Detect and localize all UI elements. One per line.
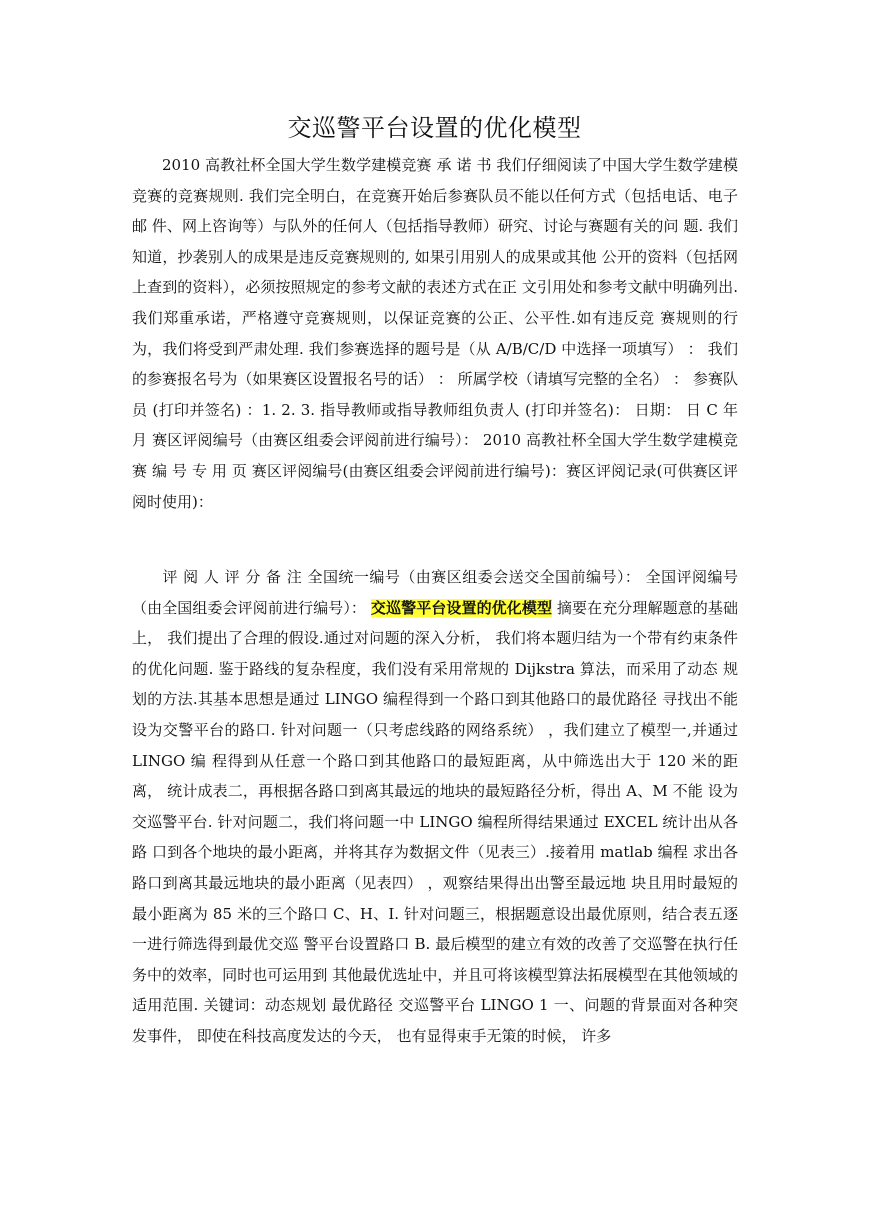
paragraph-commitment bbox=[132, 150, 738, 517]
paragraph-abstract-rest: 摘要在充分理解题意的基础上， 我们提出了合理的假设.通过对问题的深入分析， 我们将本题归结为一个带有约束条件的优化问题. 鉴于路线的复杂程度，我们没有采用常规的 Dijkstra 算法，而采用了动态 规划的方法.其基本思想是通过 LINGO 编程得到一个路口到其他路口的最优路径 寻找出不能设为交警平台的路口. 针对问题一（只考虑线路的网络系统） ，我们建立了模型一,并通过 LINGO 编 程得到从任意一个路口到其他路口的最短距离，从中筛选出大于 120 米的距离， 统计成表二，再根据各路口到离其最远的地块的最短路径分析，得出 A、M 不能 设为交巡警平台. 针对问题二，我们将问题一中 LINGO 编程所得结果通过 EXCEL 统计出从各路 口到各个地块的最小距离，并将其存为数据文件（见表三）.接着用 matlab 编程 求出各路口到离其最远地块的最小距离（见表四） ，观察结果得出出警至最远地 块且用时最短的最小距离为 85 米的三个路口 C、H、I. 针对问题三，根据题意设出最优原则，结合表五逐一进行筛选得到最优交巡 警平台设置路口 B. 最后模型的建立有效的改善了交巡警在执行任务中的效率，同时也可运用到 其他最优选址中，并且可将该模型算法拓展模型在其他领域的适用范围. 关键词：动态规划 最优路径 交巡警平台 LINGO 1 一、问题的背景面对各种突发事件， 即使在科技高度发达的今天， 也有显得束手无策的时候， 许多 bbox=[132, 598, 738, 1045]
paragraph-abstract bbox=[132, 562, 738, 1052]
paragraph-abstract-lead: 评 阅 人 评 分 备 注 全国统一编号（由赛区组委会送交全国前编号）： 全国评阅编号（由全国组委会评阅前进行编号）： bbox=[132, 568, 738, 617]
highlighted-title: 交巡警平台设置的优化模型 bbox=[370, 598, 553, 617]
paragraph-commitment-text: 2010 高教社杯全国大学生数学建模竞赛 承 诺 书 我们仔细阅读了中国大学生数学建模竞赛的竞赛规则. 我们完全明白，在竞赛开始后参赛队员不能以任何方式（包括电话、电子邮 件、网上咨询等）与队外的任何人（包括指导教师）研究、讨论与赛题有关的问 题. 我们知道，抄袭别人的成果是违反竞赛规则的, 如果引用别人的成果或其他 公开的资料（包括网上查到的资料），必须按照规定的参考文献的表述方式在正 文引用处和参考文献中明确列出. 我们郑重承诺，严格遵守竞赛规则，以保证竞赛的公正、公平性.如有违反竞 赛规则的行为，我们将受到严肃处理. 我们参赛选择的题号是（从 A/B/C/D 中选择一项填写） ： 我们的参赛报名号为（如果赛区设置报名号的话） ： 所属学校（请填写完整的全名） ： 参赛队员 (打印并签名) ：1. 2. 3. 指导教师或指导教师组负责人 (打印并签名)： 日期： 日 C 年 月 赛区评阅编号（由赛区组委会评阅前进行编号）： 2010 高教社杯全国大学生数学建模竞赛 编 号 专 用 页 赛区评阅编号(由赛区组委会评阅前进行编号)：赛区评阅记录(可供赛区评阅时使用)： bbox=[132, 156, 738, 511]
document-title: 交巡警平台设置的优化模型 bbox=[287, 114, 582, 142]
